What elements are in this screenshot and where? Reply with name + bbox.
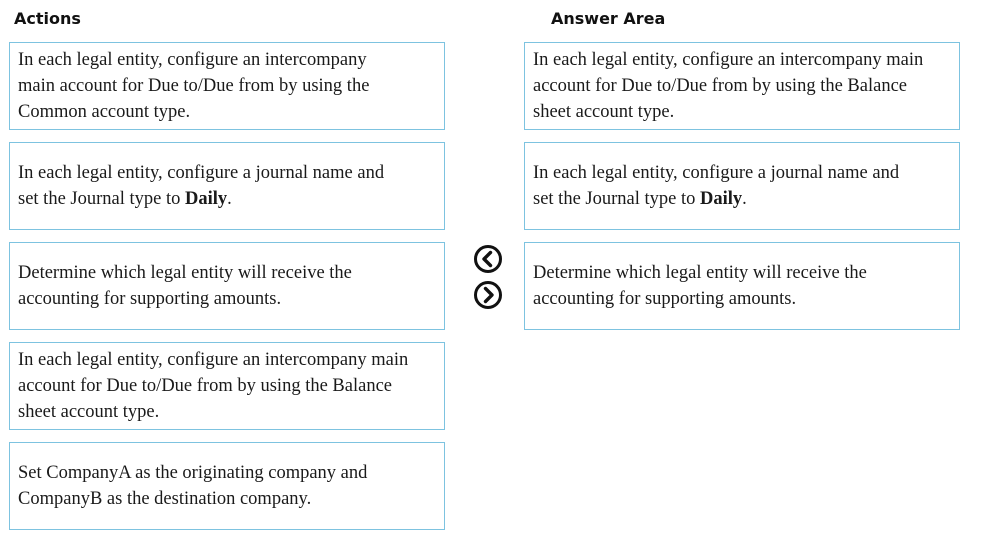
action-item-text: Common account type. — [18, 102, 191, 122]
actions-heading: Actions — [14, 9, 81, 28]
action-item-text: account for Due to/Due from by using the Balance — [18, 376, 392, 396]
action-item-text: CompanyB as the destination company. — [18, 489, 312, 509]
answer-item-text: Determine which legal entity will receive the — [533, 263, 867, 283]
journal-type-value: Daily — [699, 189, 743, 209]
action-item[interactable] — [9, 142, 445, 230]
actions-list — [9, 42, 445, 542]
answer-area-list — [524, 42, 960, 342]
action-item[interactable] — [9, 342, 445, 430]
action-item-text: In each legal entity, configure a journal name and — [18, 163, 385, 183]
answer-item-text: set the Journal type to Daily. — [533, 189, 747, 209]
answer-item-text: In each legal entity, configure a journal name and — [533, 163, 900, 183]
answer-item-text: In each legal entity, configure an intercompany main — [533, 50, 924, 70]
action-item-text: In each legal entity, configure an intercompany main — [18, 350, 409, 370]
journal-type-value: Daily — [184, 189, 228, 209]
answer-item[interactable] — [524, 242, 960, 330]
action-item-text: sheet account type. — [18, 402, 160, 422]
answer-item-text: accounting for supporting amounts. — [533, 289, 797, 309]
move-left-icon[interactable] — [473, 244, 503, 274]
answer-item[interactable] — [524, 42, 960, 130]
answer-item[interactable] — [524, 142, 960, 230]
move-right-icon[interactable] — [473, 280, 503, 310]
answer-item-text: account for Due to/Due from by using the Balance — [533, 76, 907, 96]
action-item-text: Determine which legal entity will receive the — [18, 263, 352, 283]
action-item-text: In each legal entity, configure an intercompany — [18, 50, 367, 70]
action-item-text: set the Journal type to Daily. — [18, 189, 232, 209]
answer-area-heading: Answer Area — [551, 9, 666, 28]
answer-item-text: sheet account type. — [533, 102, 675, 122]
action-item[interactable] — [9, 442, 445, 530]
action-item-text: accounting for supporting amounts. — [18, 289, 282, 309]
action-item-text: Set CompanyA as the originating company and — [18, 463, 368, 483]
move-controls — [473, 244, 503, 310]
action-item[interactable] — [9, 42, 445, 130]
action-item[interactable] — [9, 242, 445, 330]
action-item-text: main account for Due to/Due from by using the — [18, 76, 370, 96]
